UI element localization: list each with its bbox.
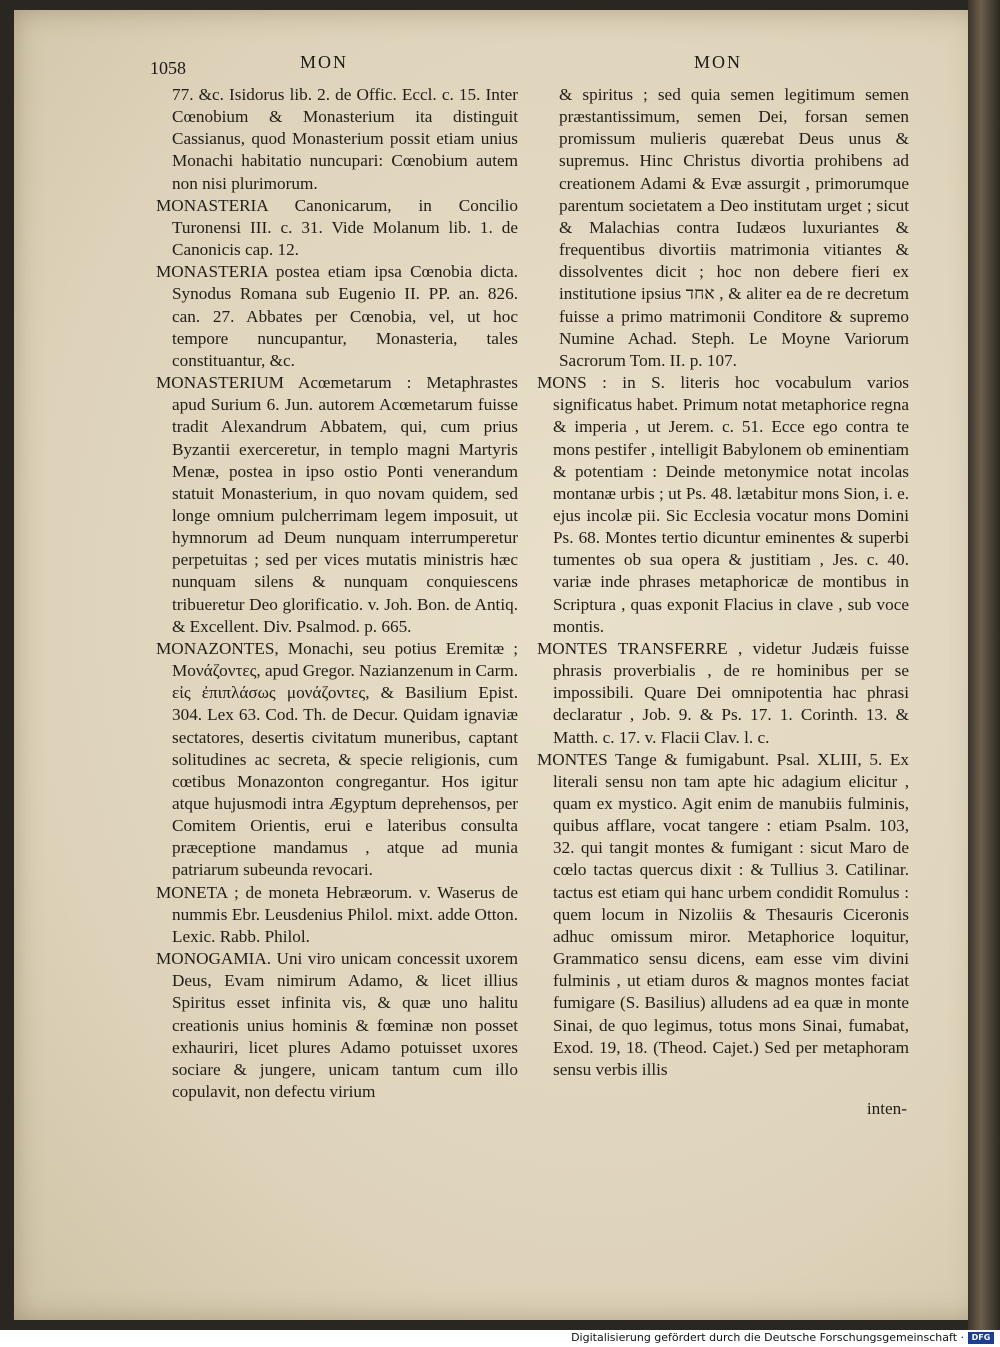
book-spine-edge	[968, 0, 1000, 1330]
entry-moneta: MONETA ; de moneta Hebræorum. v. Waserus de nummis Ebr. Leusdenius Philol. mixt. adde Otton. Lexic. Rabb. Philol.	[156, 882, 518, 946]
entry-monasteria-coenobia: MONASTERIA postea etiam ipsa Cœnobia dicta. Synodus Romana sub Eugenio II. PP. an. 826. can. 27. Abbates per Cœnobia, vel, ut hoc tempore nuncupantur, Monasteria, tales constituantur, &c.	[156, 262, 518, 370]
running-head-right: MON	[694, 52, 743, 72]
page-number: 1058	[150, 58, 186, 78]
dfg-logo-label: DFG	[971, 1333, 991, 1342]
catchword: inten-	[866, 1099, 907, 1119]
dfg-logo-icon	[968, 1332, 994, 1344]
funding-notice: Digitalisierung gefördert durch die Deutsche Forschungsgemeinschaft ·	[571, 1331, 964, 1344]
right-text-column	[537, 84, 909, 1138]
entry-isidorus-continuation: 77. &c. Isidorus lib. 2. de Offic. Eccl. c. 15. Inter Cœnobium & Monasterium ita distinguit Cassianus, quod Monasterium possit etiam unius Monachi habitatio nuncupari: Cœnobium autem non nisi plurimorum.	[172, 85, 518, 193]
entry-monogamia-continuation: & spiritus ; sed quia semen legitimum semen præstantissimum, semen Dei, forsan semen promissum mulieris quærebat Deus unus & supremus. Hinc Christus divortia prohibens ad creationem Adami & Evæ assurgit , primorumque parentum societatem a Deo institutam urget ; sicut & Malachias contra Iudæos luxuriantes & frequentibus divortiis matrimonia vitiantes & dissolventes dicit ; hoc non debere fieri ex institutione ipsius אחד , & aliter ea de re decretum fuisse a primo matrimonii Conditore & supremo Numine Achad. Steph. Le Moyne Variorum Sacrorum Tom. II. p. 107.	[559, 85, 909, 370]
left-text-column	[156, 84, 518, 1103]
entry-montes-transferre: MONTES TRANSFERRE , videtur Judæis fuisse phrasis proverbialis , de re hominibus per se impossibili. Quare Dei omnipotentia hac phrasi declaratur , Job. 9. & Ps. 17. 1. Corinth. 13. & Matth. c. 17. v. Flacii Clav. l. c.	[537, 638, 909, 747]
entry-montes-tange: MONTES Tange & fumigabunt. Psal. XLIII, 5. Ex literali sensu non tam apte hic adagium elicitur , quam ex mystico. Agit enim de manubiis fulminis, quibus afflare, vocat tangere : etiam Psalm. 103, 32. qui tangit montes & fumigant : sicut Maro de cœlo tactas quercus dixit : & Tullius 3. Catilinar. tactus est etiam qui hanc urbem condidit Romulus : quem locum in Nizoliis & Thesauris Ciceronis adhuc omissum miror. Metaphorice loquitur, Grammatico sensu dicens, eam esse vim divini fulminis , ut etiam duros & magnos montes faciat fumigare (S. Basilius) alludens ad ea quæ in monte Sinai, de quo legimus, totus mons Sinai, fumabat, Exod. 19, 18. (Theod. Cajet.) Sed per metaphoram sensu verbis illis	[537, 749, 909, 1079]
entry-monogamia: MONOGAMIA. Uni viro unicam concessit uxorem Deus, Evam nimirum Adamo, & licet illius Spiritus esset infinita vis, & quæ uno halitu creationis unius hominis & fœminæ non posset exhauriri, licet plures Adamo potuisset uxores sociare & jungere, unicam tantum cum illo copulavit, non defectu virium	[156, 949, 518, 1102]
entry-mons: MONS : in S. literis hoc vocabulum varios significatus habet. Primum notat metaphorice regna & imperia , ut Jerem. c. 51. Ecce ego contra te mons pestifer , intelligit Babylonem ob eminentiam & potentiam : Deinde metonymice notat incolas montanæ urbis ; ut Ps. 48. lætabitur mons Sion, i. e. ejus incolæ pii. Sic Ecclesia vocatur mons Domini Ps. 68. Montes tertio dicuntur eminentes & superbi tumentes ob sua opera & justitiam , Jes. c. 40. variæ inde phrases metaphoricæ de montibus in Scriptura , quas exponit Flacius in clave , sub voce montis.	[537, 373, 909, 636]
running-head-left: MON	[300, 52, 349, 72]
entry-monasterium-acoemetarum: MONASTERIUM Acœmetarum : Metaphrastes apud Surium 6. Jun. autorem Acœmetarum fuisse tradit Alexandrum Abbatem, qui, cum prius Byzantii exerceretur, in templo magni Martyris Menæ, postea in ipso ostio Ponti venerandum statuit Monasterium, in quo novam quidem, sed longe omnium pulcherrimam legem imposuit, ut hymnorum ad Deum nunquam interrumperetur perpetuitas ; sed per vices mutatis ministris hæc nunquam silens & nunquam conquiescens tribueretur Deo glorificatio. v. Joh. Bon. de Antiq. & Excellent. Div. Psalmod. p. 665.	[156, 373, 518, 636]
entry-monazontes: MONAZONTES, Monachi, seu potius Eremitæ ; Μονάζοντες, apud Gregor. Nazianzenum in Carm. εἰς ἐπιπλάσως μονάζοντες, & Basilium Epist. 304. Lex 63. Cod. Th. de Decur. Quidam ignaviæ sectatores, desertis civitatum muneribus, captant solitudines ac secreta, & specie religionis, cum cœtibus Monazonton congregantur. Hos igitur atque hujusmodi intra Ægyptum deprehensos, per Comitem Orientis, erui e lateribus consulta præceptione mandamus , atque ad munia patriarum subeunda revocari.	[156, 638, 518, 880]
digitization-footer	[0, 1330, 1000, 1347]
entry-monasteria-canonicarum: MONASTERIA Canonicarum, in Concilio Turonensi III. c. 31. Vide Molanum lib. 1. de Canonicis cap. 12.	[156, 195, 518, 260]
